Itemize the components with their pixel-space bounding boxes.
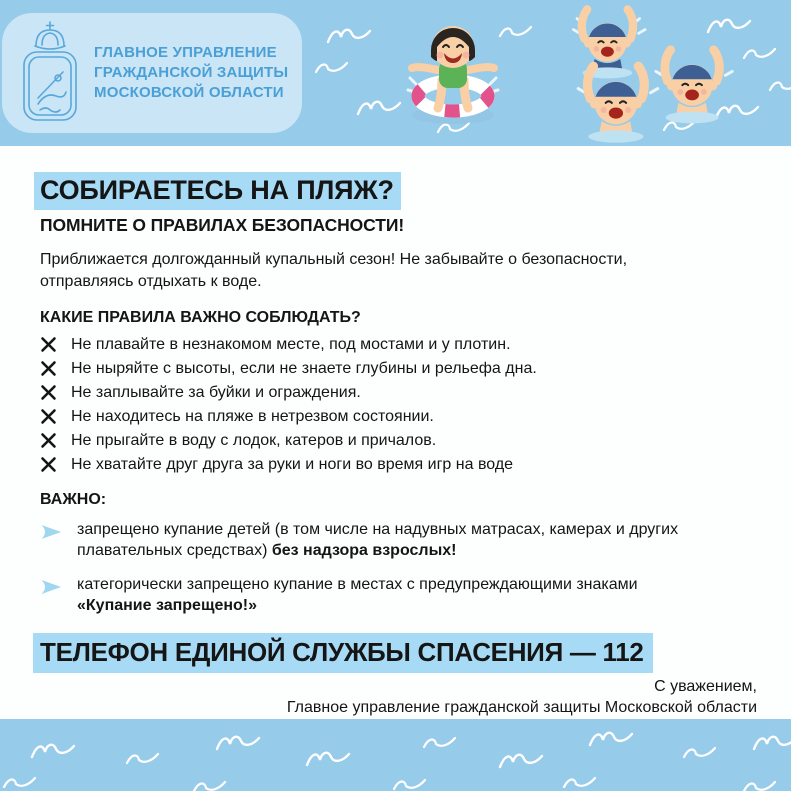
- coat-of-arms-icon: [18, 20, 82, 126]
- important-heading: ВАЖНО:: [40, 490, 107, 508]
- page-title: [40, 172, 757, 210]
- bottom-banner: [0, 719, 791, 791]
- list-item: [40, 335, 757, 355]
- x-icon: [40, 456, 57, 473]
- rules-heading: КАКИЕ ПРАВИЛА ВАЖНО СОБЛЮДАТЬ?: [40, 308, 361, 326]
- list-item: [40, 519, 708, 562]
- rule-text: Не заплывайте за буйки и ограждения.: [71, 383, 361, 401]
- page-subtitle: ПОМНИТЕ О ПРАВИЛАХ БЕЗОПАСНОСТИ!: [40, 215, 405, 235]
- important-text-bold: без надзора взрослых!: [271, 542, 457, 560]
- rule-text: Не ныряйте с высоты, если не знаете глубины и рельефа дна.: [71, 359, 537, 377]
- intro-paragraph: Приближается долгожданный купальный сезон! Не забывайте о безопасности, отправляясь отдыхать к воде.: [40, 251, 628, 290]
- emergency-phone-line: [40, 633, 757, 673]
- wave-icon: [4, 733, 791, 791]
- swimmer-right-illustration: [656, 50, 732, 124]
- poster-body: [0, 146, 791, 719]
- emergency-phone-text: ТЕЛЕФОН ЕДИНОЙ СЛУЖБЫ СПАСЕНИЯ — 112: [33, 633, 653, 673]
- list-item: [40, 431, 757, 451]
- rules-list: [40, 335, 757, 475]
- important-text: [77, 519, 708, 562]
- bottom-banner-decor: [0, 719, 791, 791]
- x-icon: [40, 384, 57, 401]
- org-badge: [2, 13, 302, 133]
- important-text: [77, 574, 708, 617]
- list-item: [40, 359, 757, 379]
- x-icon: [40, 432, 57, 449]
- signature-line: С уважением,: [654, 677, 757, 695]
- important-text-bold: «Купание запрещено!»: [77, 597, 258, 615]
- x-icon: [40, 408, 57, 425]
- x-icon: [40, 336, 57, 353]
- important-text-regular: категорически запрещено купание в местах с предупреждающими знаками: [77, 575, 638, 593]
- top-banner: [0, 0, 791, 146]
- arrow-right-icon: [40, 522, 62, 542]
- org-name-line: ГРАЖДАНСКОЙ ЗАЩИТЫ: [94, 63, 289, 81]
- arrow-right-icon: [40, 577, 62, 597]
- list-item: [40, 383, 757, 403]
- page-title-text: СОБИРАЕТЕСЬ НА ПЛЯЖ?: [34, 172, 401, 210]
- org-name-line: МОСКОВСКОЙ ОБЛАСТИ: [94, 84, 284, 102]
- rule-text: Не находитесь на пляже в нетрезвом состоянии.: [71, 407, 434, 425]
- rule-text: Не хватайте друг друга за руки и ноги во время игр на воде: [71, 455, 514, 473]
- list-item: [40, 407, 757, 427]
- list-item: [40, 455, 757, 475]
- list-item: [40, 574, 708, 617]
- signature-line: Главное управление гражданской защиты Московской области: [286, 699, 757, 717]
- org-name-line: ГЛАВНОЕ УПРАВЛЕНИЕ: [94, 43, 277, 61]
- rule-text: Не прыгайте в воду с лодок, катеров и причалов.: [71, 431, 437, 449]
- signature: [40, 676, 757, 719]
- rule-text: Не плавайте в незнакомом месте, под мостами и у плотин.: [71, 335, 511, 353]
- x-icon: [40, 360, 57, 377]
- girl-on-swim-ring-illustration: [408, 26, 498, 124]
- important-text-regular: запрещено купание детей (в том числе на надувных матрасах, камерах и других плавательных средствах): [77, 520, 679, 560]
- org-name: [94, 43, 288, 104]
